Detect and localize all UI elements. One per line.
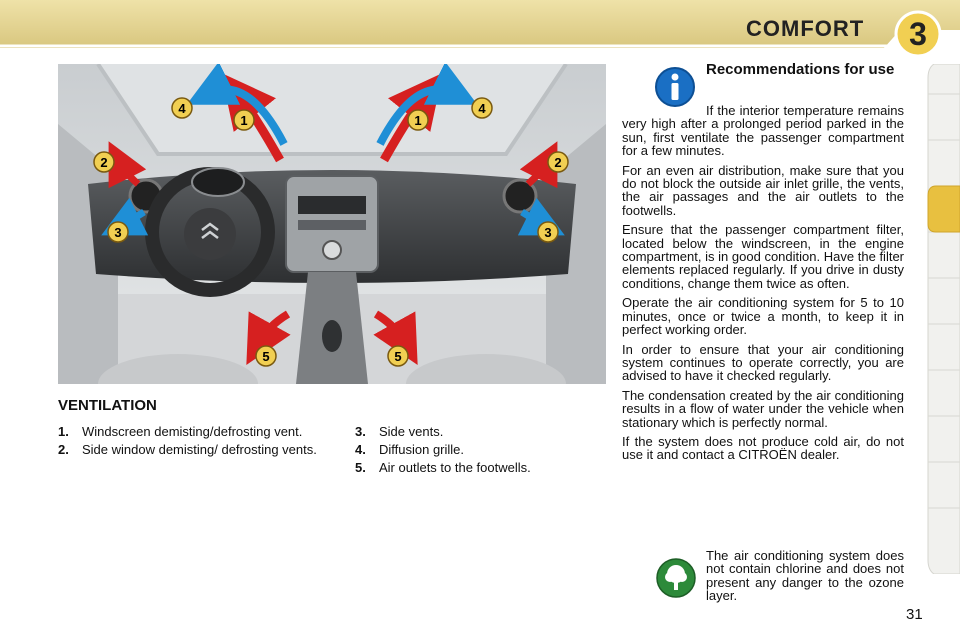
- callout-2-left: [94, 152, 114, 172]
- dashboard-ventilation-figure: [58, 64, 606, 384]
- item-number: 2.: [58, 442, 69, 457]
- callout-3-right: [538, 222, 558, 242]
- svg-text:3: 3: [114, 225, 122, 240]
- paragraph: The condensation created by the air conditioning results in a flow of water under the vehicle when stationary which is perfectly normal.: [622, 387, 904, 430]
- item-text: Side vents.: [379, 424, 444, 439]
- ventilation-list-right: [355, 424, 595, 478]
- svg-text:5: 5: [394, 349, 402, 364]
- chapter-number: 3: [909, 16, 927, 52]
- ventilation-list-left: [58, 424, 320, 460]
- svg-text:2: 2: [554, 155, 562, 170]
- item-number: 4.: [355, 442, 366, 457]
- callout-4-right: [472, 98, 492, 118]
- svg-text:5: 5: [262, 349, 270, 364]
- svg-text:1: 1: [414, 113, 422, 128]
- recommendations-title: Recommendations for use: [706, 61, 895, 78]
- list-item: [58, 424, 320, 439]
- list-item: [355, 460, 595, 475]
- callout-1-left: [234, 110, 254, 130]
- item-text: Windscreen demisting/defrosting vent.: [82, 424, 303, 439]
- list-item: [58, 442, 320, 457]
- paragraph: If the system does not produce cold air, do not use it and contact a CITROËN dealer.: [622, 433, 904, 463]
- paragraph: Ensure that the passenger compartment filter, located below the windscreen, in the engine compartment, is in good condition. Have the filter elements replaced regularly. If you drive in dusty conditions, change them twice as often.: [622, 222, 904, 291]
- page-number: 31: [906, 606, 923, 623]
- paragraph: If the interior temperature remains very high after a prolonged period parked in the sun, first ventilate the passenger compartment for a few minutes.: [622, 103, 904, 159]
- item-text: Diffusion grille.: [379, 442, 465, 457]
- callout-3-left: [108, 222, 128, 242]
- svg-text:4: 4: [478, 101, 486, 116]
- paragraph: For an even air distribution, make sure that you do not block the outside air inlet grille, the vents, the air passages and the air outlets to the footwells.: [622, 162, 904, 218]
- callout-5-right: [388, 346, 408, 366]
- item-text: Air outlets to the footwells.: [379, 460, 531, 475]
- list-item: [355, 424, 595, 439]
- callout-4-left: [172, 98, 192, 118]
- dashboard-illustration: [58, 64, 606, 384]
- item-text: Side window demisting/ defrosting vents.: [82, 442, 317, 457]
- item-number: 5.: [355, 460, 366, 475]
- tree-icon: [656, 558, 696, 598]
- svg-text:3: 3: [544, 225, 552, 240]
- paragraph: In order to ensure that your air conditioning system continues to operate correctly, you are advised to have it checked regularly.: [622, 341, 904, 384]
- svg-text:4: 4: [178, 101, 186, 116]
- environment-note: The air conditioning system does not contain chlorine and does not present any danger to the ozone layer.: [706, 548, 904, 604]
- chapter-title: COMFORT: [746, 16, 865, 41]
- ventilation-title: VENTILATION: [58, 397, 157, 414]
- list-item: [355, 442, 595, 457]
- svg-text:1: 1: [240, 113, 248, 128]
- callout-1-right: [408, 110, 428, 130]
- callout-5-left: [256, 346, 276, 366]
- paragraph: Operate the air conditioning system for 5 to 10 minutes, once or twice a month, to keep it in perfect working order.: [622, 295, 904, 338]
- callout-2-right: [548, 152, 568, 172]
- item-number: 1.: [58, 424, 69, 439]
- svg-text:2: 2: [100, 155, 108, 170]
- chapter-header: [0, 0, 960, 52]
- chapter-index-tabs: [926, 64, 960, 574]
- item-number: 3.: [355, 424, 366, 439]
- info-icon: [654, 66, 696, 108]
- recommendations-body: [622, 104, 904, 468]
